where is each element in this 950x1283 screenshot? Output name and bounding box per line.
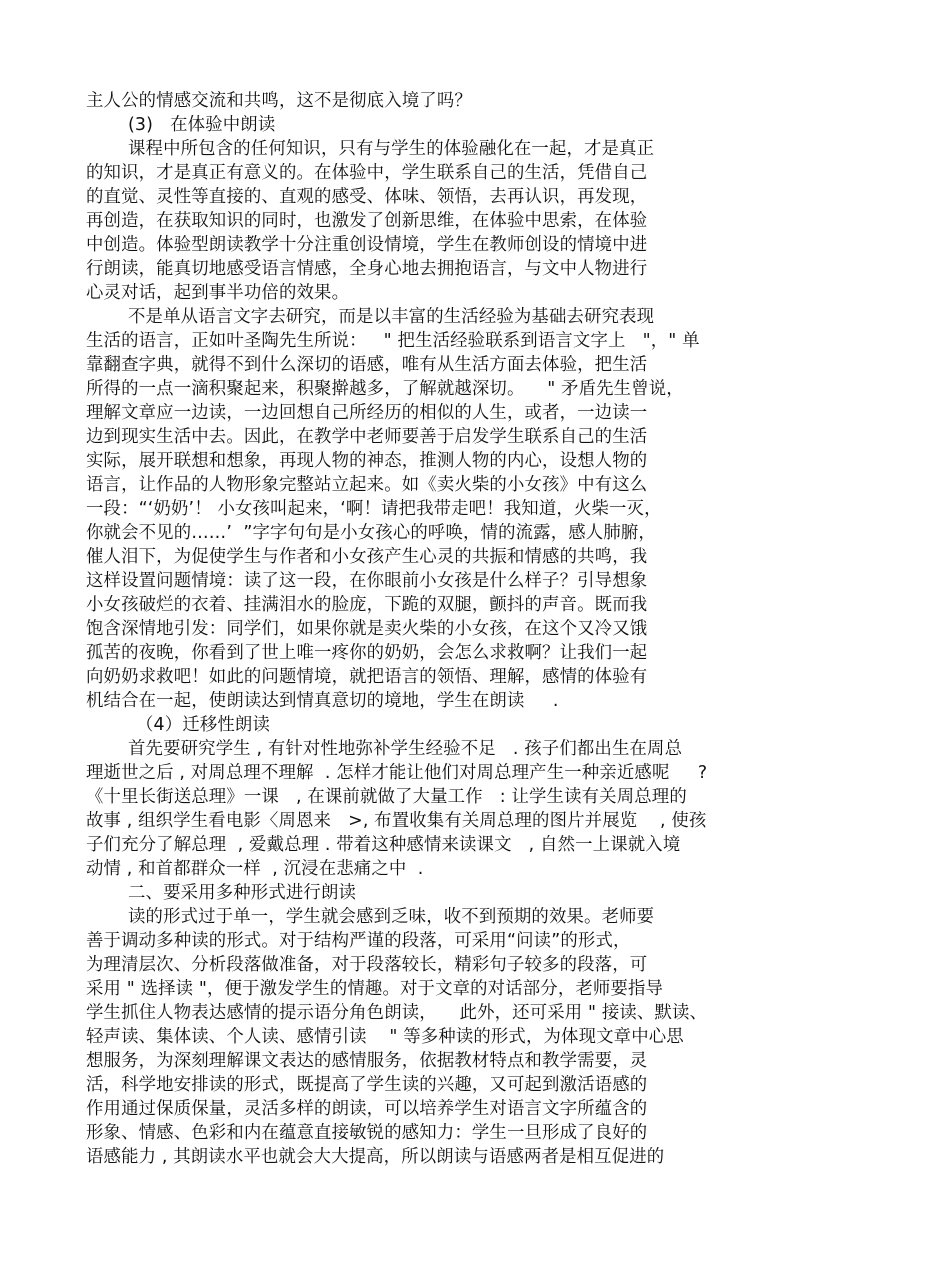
text-line: 想服务，为深刻理解课文表达的感情服务，依据教材特点和教学需要，灵 (86, 1051, 648, 1071)
text-line: 中创造。体验型朗读教学十分注重创设情境，学生在教师创设的情境中进 (86, 235, 648, 255)
text-line: 故事 , 组织学生看电影〈周恩来 >, 布置收集有关周总理的图片并展览 , 使孩 (86, 811, 707, 831)
text-line: 机结合在一起，使朗读达到情真意切的境地，学生在朗读 . (86, 691, 559, 711)
paragraph-line: 首先要研究学生 , 有针对性地弥补学生经验不足 . 孩子们都出生在周总 (128, 739, 683, 759)
text-line: 一段：“‘奶奶’！ 小女孩叫起来，‘啊！请把我带走吧！我知道，火柴一灭， (86, 499, 662, 519)
text-line: 孤苦的夜晚，你看到了世上唯一疼你的奶奶，会怎么求救啊？让我们一起 (86, 643, 648, 663)
text-line: 语言，让作品的人物形象完整站立起来。如《卖火柴的小女孩》中有这么 (86, 475, 648, 495)
text-line: 所得的一点一滴积聚起来，积聚擀越多，了解就越深切。 " 矛盾先生曾说， (86, 379, 684, 399)
text-line: 行朗读，能真切地感受语言情感，全身心地去拥抱语言，与文中人物进行 (86, 259, 648, 279)
text-line: 语感能力 , 其朗读水平也就会大大提高，所以朗读与语感两者是相互促进的 (86, 1147, 665, 1167)
text-line: 催人泪下，为促使学生与作者和小女孩产生心灵的共振和情感的共鸣，我 (86, 547, 648, 567)
text-line: 理解文章应一边读，一边回想自己所经历的相似的人生，或者，一边读一 (86, 403, 648, 423)
text-line: 边到现实生活中去。因此，在教学中老师要善于启发学生联系自己的生活 (86, 427, 648, 447)
section-heading: （4）迁移性朗读 (136, 715, 270, 735)
paragraph-line: 课程中所包含的任何知识，只有与学生的体验融化在一起，才是真正 (128, 139, 655, 159)
text-line: 《十里长街送总理》一课 , 在课前就做了大量工作 : 让学生读有关周总理的 (86, 787, 687, 807)
text-line: 向奶奶求救吧！如此的问题情境，就把语言的领悟、理解，感情的体验有 (86, 667, 648, 687)
text-line: 你就会不见的……’ ”字字句句是小女孩心的呼唤，情的流露，感人肺腑， (86, 523, 656, 543)
text-line: 实际，展开联想和想象，再现人物的神态，推测人物的内心，设想人物的 (86, 451, 648, 471)
text-line: 轻声读、集体读、个人读、感情引读 " 等多种读的形式，为体现文章中心思 (86, 1027, 684, 1047)
text-line: 形象、情感、色彩和内在蕴意直接敏锐的感知力：学生一旦形成了良好的 (86, 1123, 648, 1143)
text-line: 活，科学地安排读的形式，既提高了学生读的兴趣，又可起到激活语感的 (86, 1075, 648, 1095)
paragraph-line: 读的形式过于单一，学生就会感到乏味，收不到预期的效果。老师要 (128, 907, 655, 927)
text-line: 饱含深情地引发：同学们，如果你就是卖火柴的小女孩，在这个又冷又饿 (86, 619, 648, 639)
text-line: 的直觉、灵性等直接的、直观的感受、体味、领悟，去再认识，再发现， (86, 187, 648, 207)
paragraph-line: 不是单从语言文字去研究，而是以丰富的生活经验为基础去研究表现 (128, 307, 655, 327)
text-line: 再创造，在获取知识的同时，也激发了创新思维，在体验中思索，在体验 (86, 211, 648, 231)
text-line: 学生抓住人物表达感情的提示语分角色朗读， 此外，还可采用 " 接读、默读、 (86, 1003, 708, 1023)
text-line: 子们充分了解总理 , 爱戴总理 . 带着这种感情来读课文 , 自然一上课就入境 (86, 835, 681, 855)
text-line: 小女孩破烂的衣着、挂满泪水的脸庞，下跪的双腿，颤抖的声音。既而我 (86, 595, 648, 615)
text-line: 为理清层次、分析段落做准备，对于段落较长，精彩句子较多的段落，可 (86, 955, 648, 975)
text-line: 动情 , 和首都群众一样 , 沉浸在悲痛之中 . (86, 859, 424, 879)
text-line: 主人公的情感交流和共鸣，这不是彻底入境了吗？ (86, 91, 472, 111)
text-line: 生活的语言，正如叶圣陶先生所说： " 把生活经验联系到语言文字上 "，" 单 (86, 331, 700, 351)
text-line: 靠翻查字典，就得不到什么深切的语感，唯有从生活方面去体验，把生活 (86, 355, 648, 375)
text-line: 作用通过保质保量，灵活多样的朗读，可以培养学生对语言文字所蕴含的 (86, 1099, 648, 1119)
text-line: 理逝世之后 , 对周总理不理解 . 怎样才能让他们对周总理产生一种亲近感呢 ? (86, 763, 708, 783)
text-line: 的知识，才是真正有意义的。在体验中，学生联系自己的生活，凭借自己 (86, 163, 648, 183)
text-line: 这样设置问题情境：读了这一段，在你眼前小女孩是什么样子？引导想象 (86, 571, 648, 591)
section-heading: (3) 在体验中朗读 (128, 115, 276, 135)
text-line: 心灵对话，起到事半功倍的效果。 (86, 283, 350, 303)
text-line: 善于调动多种读的形式。对于结构严谨的段落，可采用“问读”的形式， (86, 931, 631, 951)
section-heading: 二、要采用多种形式进行朗读 (128, 883, 357, 903)
text-line: 采用 " 选择读 "，便于激发学生的情趣。对于文章的对话部分，老师要指导 (86, 979, 664, 999)
